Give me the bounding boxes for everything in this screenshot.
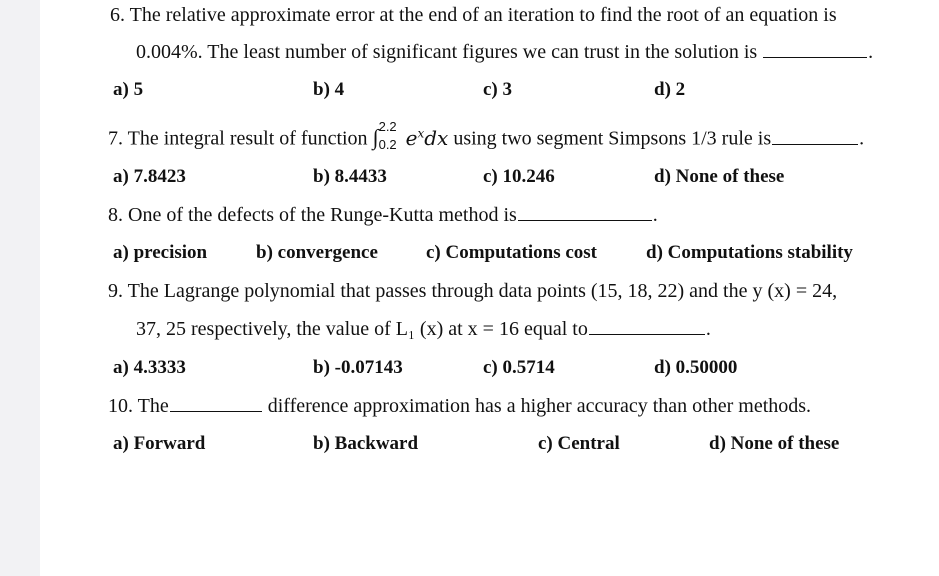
q8-option-d: d) Computations stability <box>646 242 853 263</box>
q6-line1: 6. The relative approximate error at the end of an iteration to find the root of an equation is <box>110 4 837 26</box>
q9-line2 <box>136 317 711 341</box>
q6-option-b: b) 4 <box>313 79 345 100</box>
q9-option-b: b) -0.07143 <box>313 357 403 378</box>
q9-line1: 9. The Lagrange polynomial that passes through data points (15, 18, 22) and the y (x) = 24, <box>108 280 838 302</box>
q8-option-a: a) precision <box>113 242 208 263</box>
q8-text: 8. One of the defects of the Runge-Kutta method is <box>108 204 517 226</box>
q9-blank <box>589 318 705 335</box>
q6-period: . <box>868 41 874 63</box>
integral-sign: ∫ <box>372 124 379 150</box>
q6-text: 0.004%. The least number of significant figures we can trust in the solution is <box>136 41 758 63</box>
q6-option-c: c) 3 <box>483 79 513 100</box>
q8-line1 <box>108 203 658 227</box>
q10-suffix: difference approximation has a higher accuracy than other methods. <box>267 395 812 417</box>
q8-option-b: b) convergence <box>256 242 378 263</box>
q10-option-b: b) Backward <box>313 433 419 454</box>
integrand-exponent: x <box>417 126 425 140</box>
upper-limit: 2.2 <box>378 119 397 134</box>
q6-blank <box>763 41 867 58</box>
q10-line1 <box>108 394 811 418</box>
lower-limit: 0.2 <box>378 137 397 152</box>
q7-period: . <box>859 127 865 150</box>
q10-prefix: 10. The <box>108 395 169 417</box>
q7-suffix: using two segment Simpsons 1/3 rule is <box>453 127 772 150</box>
q9-option-c: c) 0.5714 <box>483 357 555 378</box>
q7-line1 <box>108 121 864 151</box>
q10-blank <box>170 395 262 412</box>
integrand-base: e <box>405 125 418 150</box>
q6-option-a: a) 5 <box>113 79 144 100</box>
q7-option-c: c) 10.246 <box>483 166 555 187</box>
integrand <box>406 126 449 150</box>
q9-period: . <box>705 318 711 340</box>
q8-blank <box>518 204 652 221</box>
page-margin <box>0 0 40 576</box>
integral-limits <box>378 119 401 152</box>
q7-option-b: b) 8.4433 <box>313 166 387 187</box>
q9-text: 37, 25 respectively, the value of L₁ (x) at x = 16 equal to <box>136 318 588 340</box>
q7-blank <box>772 128 858 145</box>
q10-option-d: d) None of these <box>709 433 840 454</box>
q6-line2 <box>136 40 873 64</box>
q8-option-c: c) Computations cost <box>426 242 597 263</box>
integrand-differential: dx <box>424 125 449 150</box>
q7-option-a: a) 7.8423 <box>113 166 186 187</box>
q7-option-d: d) None of these <box>654 166 785 187</box>
q6-option-d: d) 2 <box>654 79 686 100</box>
q8-period: . <box>652 204 658 226</box>
q10-option-c: c) Central <box>538 433 620 454</box>
q9-option-a: a) 4.3333 <box>113 357 186 378</box>
q9-option-d: d) 0.50000 <box>654 357 738 378</box>
q7-prefix: 7. The integral result of function <box>108 127 368 150</box>
q10-option-a: a) Forward <box>113 433 206 454</box>
